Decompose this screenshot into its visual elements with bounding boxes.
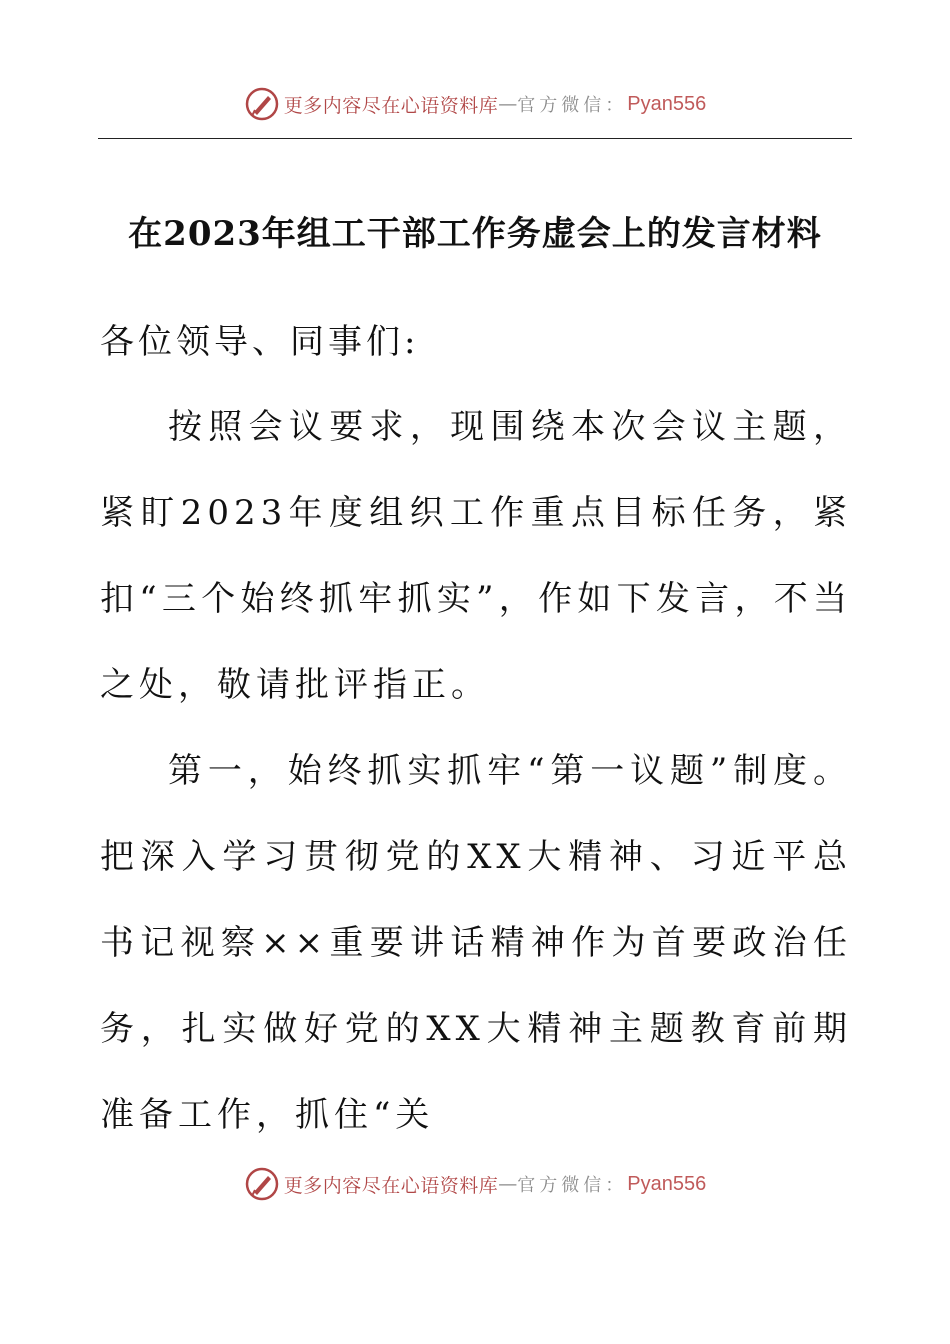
pen-logo-icon <box>244 1166 280 1202</box>
watermark-text: 更多内容尽在心语资料库 <box>283 94 499 117</box>
header-divider <box>98 138 852 139</box>
pen-logo-icon <box>244 86 280 122</box>
document-title: 在2023年组工干部工作务虚会上的发言材料 <box>128 214 822 254</box>
header-watermark <box>0 86 950 122</box>
watermark-separator: — <box>498 1173 518 1195</box>
watermark-label: 官方微信： <box>517 1175 628 1196</box>
greeting: 各位领导、同事们: <box>100 322 420 362</box>
paragraph-2: 第一，始终抓实抓牢“第一议题”制度。把深入学习贯彻党的XX大精神、习近平总书记视察××重要讲话精神作为首要政治任务，扎实做好党的XX大精神主题教育前期准备工作，抓住“关 <box>100 751 852 1135</box>
watermark-separator: — <box>498 93 518 115</box>
watermark-text: 更多内容尽在心语资料库 <box>283 1174 499 1197</box>
watermark-label: 官方微信： <box>517 95 628 116</box>
footer-watermark <box>0 1166 950 1202</box>
paragraph-1: 按照会议要求，现围绕本次会议主题，紧盯2023年度组织工作重点目标任务，紧扣“三个始终抓牢抓实”，作如下发言，不当之处，敬请批评指正。 <box>100 407 852 705</box>
watermark-id: Pyan556 <box>627 92 707 115</box>
watermark-id: Pyan556 <box>627 1172 707 1195</box>
